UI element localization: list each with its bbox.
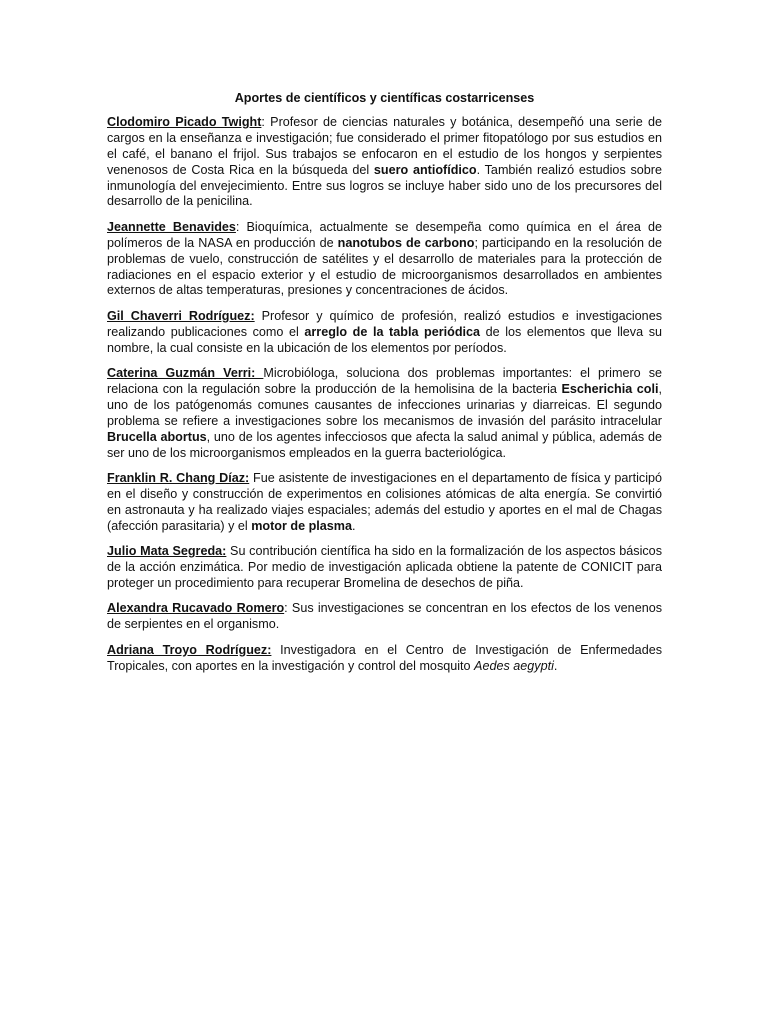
entry-text: : Profesor de ciencias naturales y botánica, desempeñó una serie de cargos en la enseñanza e investigación; fue considerado el primer fitopatólogo por sus estudios en el café, el banano el frijol. Sus trabajos se enfocaron en el estudio de los hongos y serpientes venenosos de Costa Rica en la búsqueda del [107, 114, 662, 177]
entry-text: . [351, 518, 356, 533]
entry-text: Su contribución científica ha sido en la formalización de los aspectos básicos de la acción enzimática. Por medio de investigación aplicada obtiene la patente de CONICIT para proteger un procedimiento para recuperar Bromelina de desechos de piña. [107, 544, 662, 590]
entries-list [107, 115, 662, 675]
scientist-entry [107, 544, 662, 592]
entry-text: . También realizó estudios sobre inmunología del envejecimiento. Entre sus logros se incluye haber sido uno de los precursores del desarrollo de la penicilina. [107, 162, 662, 209]
entry-text: . [553, 658, 558, 673]
entry-text: ; participando en la resolución de problemas de vuelo, construcción de satélites y el desarrollo de materiales para la protección de radiaciones en el espacio exterior y el estudio de microorganismos desarrollados en ambientes externos de altas temperaturas, presiones y concentraciones de ácidos. [107, 235, 662, 298]
scientist-entry [107, 115, 662, 210]
scientist-entry [107, 309, 662, 357]
highlight-term: Brucella abortus [107, 429, 207, 444]
scientist-entry [107, 220, 662, 300]
entry-text: , uno de los agentes infecciosos que afecta la salud animal y pública, además de ser uno de los microorganismos empleados en la guerra bacteriológica. [107, 429, 662, 460]
highlight-term: arreglo de la tabla periódica [304, 324, 481, 339]
highlight-term: Escherichia coli [561, 382, 659, 396]
scientist-name: Jeannette Benavides [107, 219, 236, 234]
scientist-name: Franklin R. Chang Díaz: [107, 471, 250, 486]
scientist-entry [107, 471, 662, 535]
highlight-term: suero antiofídico [373, 162, 477, 177]
document-title: Aportes de científicos y científicas costarricenses [234, 91, 535, 105]
scientist-name: Julio Mata Segreda: [107, 544, 227, 559]
highlight-term: motor de plasma [251, 518, 352, 533]
scientist-name: Alexandra Rucavado Romero [107, 601, 285, 616]
scientist-entry [107, 366, 662, 461]
species-name: Aedes aegypti [474, 658, 554, 673]
entry-text: Fue asistente de investigaciones en el departamento de física y participó en el diseño y construcción de experimentos en colisiones atómicas de alta energía. Se convirtió en astronauta y ha realizado viajes espaciales; además del estudio y aportes en el mal de Chagas (afección parasitaria) y el [107, 471, 662, 533]
entry-text: : Bioquímica, actualmente se desempeña como química en el área de polímeros de la NASA en producción de [107, 219, 662, 250]
scientist-name: Gil Chaverri Rodríguez: [107, 308, 255, 323]
document-page [107, 91, 662, 684]
scientist-name: Clodomiro Picado Twight [107, 114, 262, 129]
scientist-name: Caterina Guzmán Verri: [107, 366, 264, 381]
entry-text: de los elementos que lleva su nombre, la cual consiste en la ubicación de los elementos por períodos. [107, 324, 662, 355]
scientist-entry [107, 643, 662, 675]
scientist-name: Adriana Troyo Rodríguez: [107, 642, 272, 657]
scientist-entry [107, 601, 662, 633]
highlight-term: nanotubos de carbono [337, 235, 475, 250]
entry-text: : Sus investigaciones se concentran en los efectos de los venenos de serpientes en el organismo. [107, 601, 662, 632]
entry-text: Microbióloga, soluciona dos problemas importantes: el primero se relaciona con la regulación sobre la producción de la hemolisina de la bacteria [107, 366, 662, 396]
entry-text: Investigadora en el Centro de Investigación de Enfermedades Tropicales, con aportes en la investigación y control del mosquito [107, 642, 662, 673]
entry-text: , uno de los patógenomás comunes causantes de infecciones urinarias y diarreicas. El segundo problema se refiere a investigaciones sobre los mecanismos de invasión del parásito intracelular [107, 382, 662, 428]
entry-text: Profesor y químico de profesión, realizó estudios e investigaciones realizando publicaciones como el [107, 308, 662, 339]
